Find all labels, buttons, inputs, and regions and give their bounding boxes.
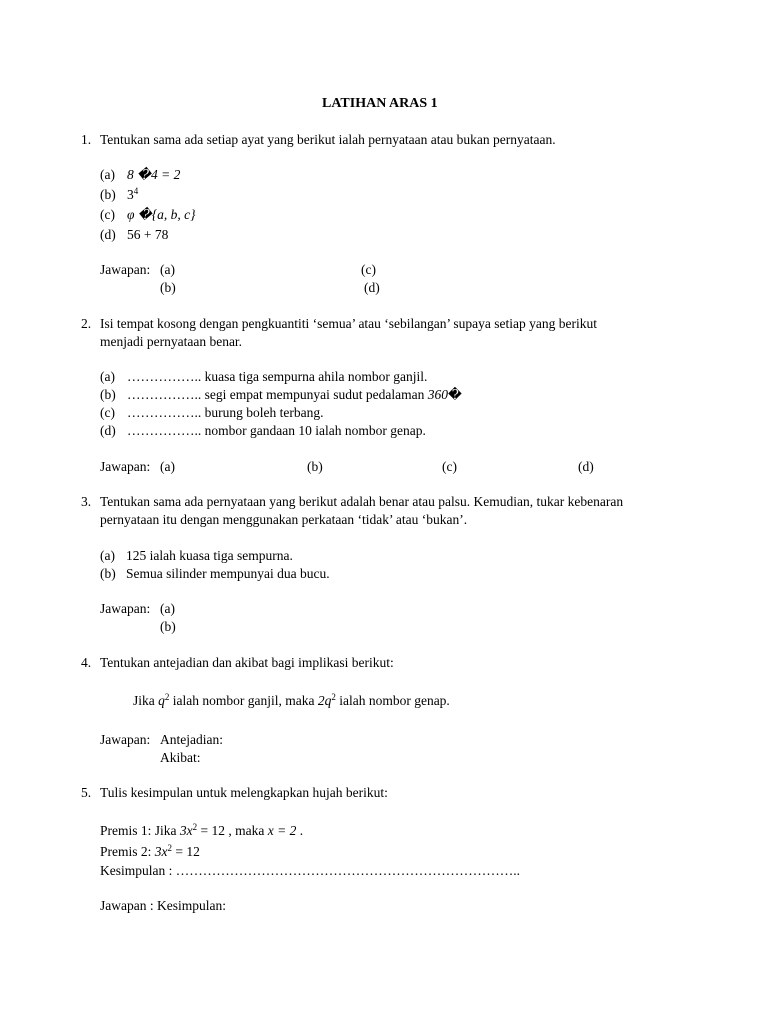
q5-premis-2: Premis 2: $3x^2 = 12$: [100, 843, 200, 859]
q5-answer: Jawapan : Kesimpulan:: [100, 898, 226, 913]
q1-item-a-label: (a): [100, 167, 115, 182]
q2-text-line2: menjadi pernyataan benar.: [100, 334, 243, 349]
q2-item-c-text: …………….. burung boleh terbang.: [127, 405, 324, 420]
page-title: LATIHAN ARAS 1: [322, 96, 438, 111]
q2-item-a-label: (a): [100, 369, 115, 384]
q4-answer-consequent: Akibat:: [160, 750, 201, 765]
q3-answer-prefix: Jawapan:: [100, 601, 151, 616]
q4-answer-prefix: Jawapan:: [100, 732, 151, 747]
q2-answer-b: (b): [307, 459, 323, 474]
q1-item-b-label: (b): [100, 187, 116, 202]
q3-answer-b: (b): [160, 619, 176, 634]
q1-answer-d: (d): [364, 280, 380, 295]
q1-item-a-expr: 8 �4 = 2: [127, 167, 181, 182]
q4-text: Tentukan antejadian dan akibat bagi implikasi berikut:: [100, 655, 394, 670]
q2-text-line1: Isi tempat kosong dengan pengkuantiti ‘semua’ atau ‘sebilangan’ supaya setiap yang berikut: [100, 316, 597, 331]
q1-item-c-label: (c): [100, 207, 115, 222]
q1-answer-b: (b): [160, 280, 176, 295]
q1-answer-a: (a): [160, 262, 175, 277]
q2-answer-prefix: Jawapan:: [100, 459, 151, 474]
q1-number: 1.: [81, 132, 92, 147]
q1-item-c-expr: φ �{a, b, c}: [127, 207, 196, 222]
q3-item-a-label: (a): [100, 548, 115, 563]
q2-item-a-text: …………….. kuasa tiga sempurna ahila nombor ganjil.: [127, 369, 428, 384]
q3-text-line2: pernyataan itu dengan menggunakan perkataan ‘tidak’ atau ‘bukan’.: [100, 512, 468, 527]
q4-number: 4.: [81, 655, 92, 670]
q2-item-b-text: …………….. segi empat mempunyai sudut pedalaman 360�: [127, 387, 462, 402]
q4-statement: Jika $q^2$ ialah nombor ganjil, maka $2q^2$ ialah nombor genap.: [133, 692, 450, 708]
q2-number: 2.: [81, 316, 92, 331]
q1-answer-c: (c): [361, 262, 376, 277]
q3-answer-a: (a): [160, 601, 175, 616]
q2-answer-a: (a): [160, 459, 175, 474]
q3-text-line1: Tentukan sama ada pernyataan yang berikut adalah benar atau palsu. Kemudian, tukar kebenaran: [100, 494, 624, 509]
q5-number: 5.: [81, 785, 92, 800]
q2-answer-c: (c): [442, 459, 457, 474]
q1-item-b-expr: $3^4$: [127, 186, 139, 202]
q4-answer-antecedent: Antejadian:: [160, 732, 223, 747]
q3-number: 3.: [81, 494, 92, 509]
q1-item-d-label: (d): [100, 227, 116, 242]
q2-answer-d: (d): [578, 459, 594, 474]
q3-item-b-label: (b): [100, 566, 116, 581]
q5-conclusion: Kesimpulan : …………………………………………………………………..: [100, 863, 520, 878]
q3-item-a-text: 125 ialah kuasa tiga sempurna.: [126, 548, 293, 563]
q2-item-b-label: (b): [100, 387, 116, 402]
unknown-glyph-icon: �: [447, 387, 462, 402]
q2-item-d-label: (d): [100, 423, 116, 438]
unknown-glyph-icon: �: [137, 167, 151, 182]
q2-item-c-label: (c): [100, 405, 115, 420]
q1-item-d-expr: 56 + 78: [127, 227, 169, 242]
q1-text: Tentukan sama ada setiap ayat yang berikut ialah pernyataan atau bukan pernyataan.: [100, 132, 556, 147]
q5-text: Tulis kesimpulan untuk melengkapkan hujah berikut:: [100, 785, 388, 800]
q1-answer-prefix: Jawapan:: [100, 262, 151, 277]
q3-item-b-text: Semua silinder mempunyai dua bucu.: [126, 566, 330, 581]
q2-item-d-text: …………….. nombor gandaan 10 ialah nombor genap.: [127, 423, 426, 438]
q5-premis-1: Premis 1: Jika $3x^2 = 12$ , maka x = 2 .: [100, 822, 304, 838]
unknown-glyph-icon: �: [137, 207, 152, 222]
